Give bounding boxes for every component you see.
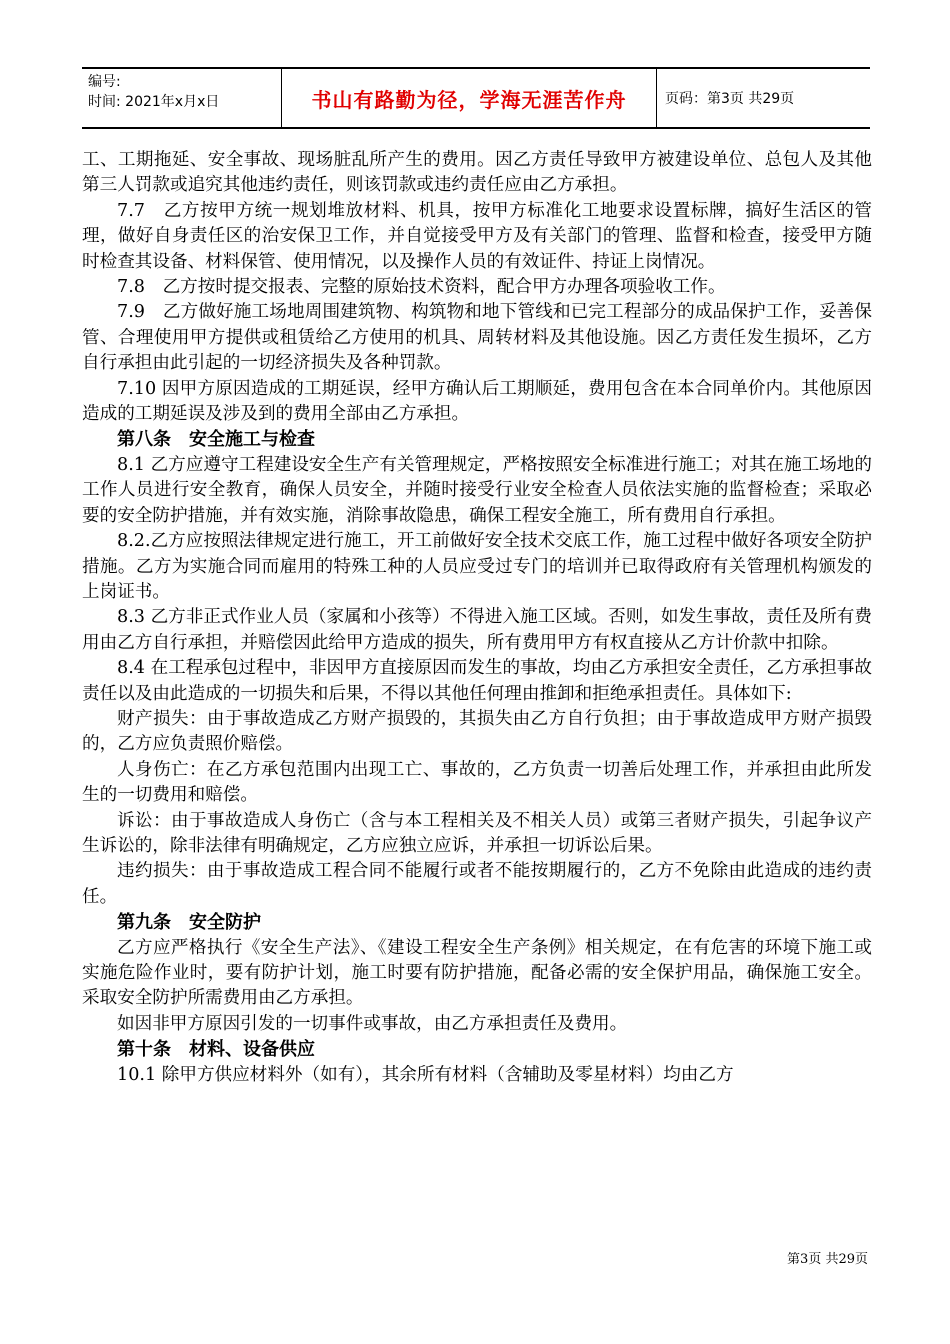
document-body: [82, 148, 872, 1088]
body-paragraph: 乙方应严格执行《安全生产法》、《建设工程安全生产条例》相关规定，在有危害的环境下施工或实施危险作业时，要有防护计划，施工时要有防护措施，配备必需的安全保护用品，确保施工安全。采取安全防护所需费用由乙方承担。: [82, 937, 872, 1009]
header-motto: 书山有路勤为径，学海无涯苦作舟: [282, 69, 657, 127]
body-paragraph: 10.1 除甲方供应材料外（如有），其余所有材料（含辅助及零星材料）均由乙方: [117, 1064, 734, 1085]
doc-number-label: 编号:: [88, 74, 121, 90]
body-paragraph: 8.2.乙方应按照法律规定进行施工，开工前做好安全技术交底工作，施工过程中做好各项安全防护措施。乙方为实施合同而雇用的特殊工种的人员应受过专门的培训并已取得政府有关管理机构颁发的上岗证书。: [82, 531, 872, 602]
doc-time-label: 时间: 2021年x月x日: [88, 94, 220, 110]
body-paragraph: 8.4 在工程承包过程中，非因甲方直接原因而发生的事故，均由乙方承担安全责任，乙方承担事故责任以及由此造成的一切损失和后果，不得以其他任何理由推卸和拒绝承担责任。具体如下:: [82, 658, 872, 704]
body-paragraph: 7.9 乙方做好施工场地周围建筑物、构筑物和地下管线和已完工程部分的成品保护工作，妥善保管、合理使用甲方提供或租赁给乙方使用的机具、周转材料及其他设施。因乙方责任发生损坏，乙方自行承担由此引起的一切经济损失及各种罚款。: [82, 302, 872, 374]
body-paragraph: 违约损失：由于事故造成工程合同不能履行或者不能按期履行的，乙方不免除由此造成的违约责任。: [82, 861, 872, 907]
section-heading: 第九条 安全防护: [117, 912, 261, 934]
body-paragraph: 工、工期拖延、安全事故、现场脏乱所产生的费用。因乙方责任导致甲方被建设单位、总包人及其他第三人罚款或追究其他违约责任，则该罚款或违约责任应由乙方承担。: [82, 150, 872, 196]
body-paragraph: 7.7 乙方按甲方统一规划堆放材料、机具，按甲方标准化工地要求设置标牌，搞好生活区的管理，做好自身责任区的治安保卫工作，并自觉接受甲方及有关部门的管理、监督和检查，接受甲方随时检查其设备、材料保管、使用情况，以及操作人员的有效证件、持证上岗情况。: [82, 200, 872, 272]
body-paragraph: 如因非甲方原因引发的一切事件或事故，由乙方承担责任及费用。: [117, 1013, 628, 1034]
header-meta: [82, 69, 282, 127]
body-paragraph: 8.3 乙方非正式作业人员（家属和小孩等）不得进入施工区域。否则，如发生事故，责任及所有费用由乙方自行承担，并赔偿因此给甲方造成的损失，所有费用甲方有权直接从乙方计价款中扣除。: [82, 607, 872, 653]
body-paragraph: 财产损失：由于事故造成乙方财产损毁的，其损失由乙方自行负担；由于事故造成甲方财产损毁的，乙方应负责照价赔偿。: [82, 708, 872, 755]
page-footer: 第3页 共29页: [787, 1252, 868, 1267]
body-paragraph: 7.10 因甲方原因造成的工期延误，经甲方确认后工期顺延，费用包含在本合同单价内。其他原因造成的工期延误及涉及到的费用全部由乙方承担。: [82, 378, 872, 425]
body-paragraph: 人身伤亡：在乙方承包范围内出现工亡、事故的，乙方负责一切善后处理工作，并承担由此所发生的一切费用和赔偿。: [82, 759, 872, 806]
body-paragraph: 8.1 乙方应遵守工程建设安全生产有关管理规定，严格按照安全标准进行施工；对其在施工场地的工作人员进行安全教育，确保人员安全，并随时接受行业安全检查人员依法实施的监督检查；采取必要的安全防护措施，并有效实施，消除事故隐患，确保工程安全施工，所有费用自行承担。: [82, 454, 872, 526]
section-heading: 第十条 材料、设备供应: [117, 1039, 315, 1061]
body-paragraph: 诉讼：由于事故造成人身伤亡（含与本工程相关及不相关人员）或第三者财产损失，引起争议产生诉讼的，除非法律有明确规定，乙方应独立应诉，并承担一切诉讼后果。: [82, 810, 872, 856]
section-heading: 第八条 安全施工与检查: [117, 429, 315, 451]
body-paragraph: 7.8 乙方按时提交报表、完整的原始技术资料，配合甲方办理各项验收工作。: [117, 277, 726, 298]
header-page-number: 页码：第3页 共29页: [665, 91, 795, 107]
page-header: [82, 67, 870, 129]
